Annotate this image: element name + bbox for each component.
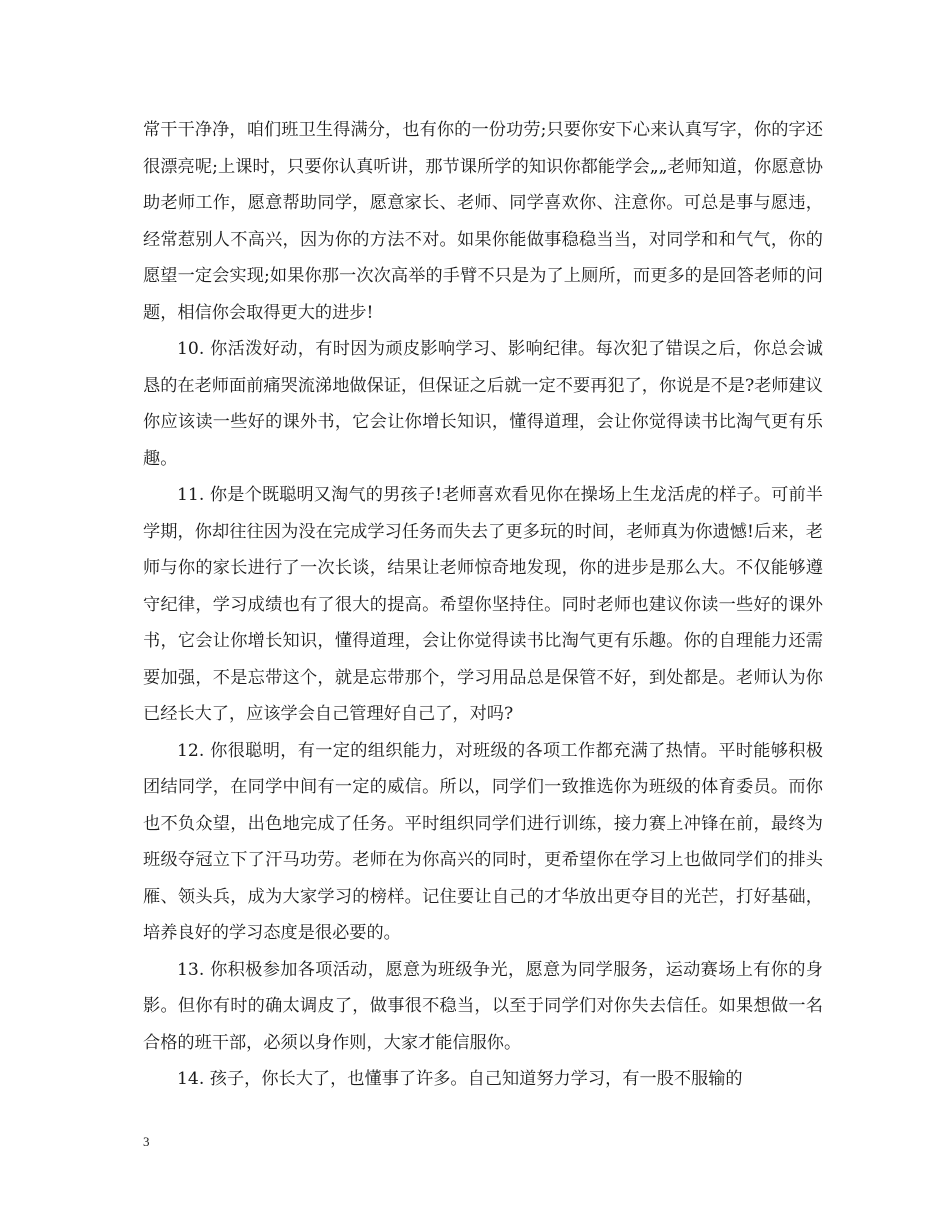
paragraph-13: 13. 你积极参加各项活动，愿意为班级争光，愿意为同学服务，运动赛场上有你的身影。但你有时的确太调皮了，做事很不稳当，以至于同学们对你失去信任。如果想做一名合格的班干部，必须以身作则，大家才能信服你。 — [143, 959, 823, 1053]
paragraph-10: 10. 你活泼好动，有时因为顽皮影响学习、影响纪律。每次犯了错误之后，你总会诚恳的在老师面前痛哭流涕地做保证，但保证之后就一定不要再犯了，你说是不是?老师建议你应该读一些好的课外书，它会让你增长知识，懂得道理，会让你觉得读书比淘气更有乐趣。 — [143, 339, 823, 469]
paragraph-continued: 常干干净净，咱们班卫生得满分，也有你的一份功劳;只要你安下心来认真写字，你的字还很漂亮呢;上课时，只要你认真听讲，那节课所学的知识你都能学会„„老师知道，你愿意协助老师工作，愿意帮助同学，愿意家长、老师、同学喜欢你、注意你。可总是事与愿违，经常惹别人不高兴，因为你的方法不对。如果你能做事稳稳当当，对同学和和气气，你的愿望一定会实现;如果你那一次次高举的手臂不只是为了上厕所，而更多的是回答老师的问题，相信你会取得更大的进步! — [143, 120, 823, 323]
text-body — [143, 112, 823, 1098]
paragraph-14: 14. 孩子，你长大了，也懂事了许多。自己知道努力学习，有一股不服输的 — [177, 1069, 743, 1089]
paragraph-11: 11. 你是个既聪明又淘气的男孩子!老师喜欢看见你在操场上生龙活虎的样子。可前半学期，你却往往因为没在完成学习任务而失去了更多玩的时间，老师真为你遗憾!后来，老师与你的家长进行了一次长谈，结果让老师惊奇地发现，你的进步是那么大。不仅能够遵守纪律，学习成绩也有了很大的提高。希望你坚持住。同时老师也建议你读一些好的课外书，它会让你增长知识，懂得道理，会让你觉得读书比淘气更有乐趣。你的自理能力还需要加强，不是忘带这个，就是忘带那个，学习用品总是保管不好，到处都是。老师认为你已经长大了，应该学会自己管理好自己了，对吗? — [143, 485, 823, 724]
paragraph-12: 12. 你很聪明，有一定的组织能力，对班级的各项工作都充满了热情。平时能够积极团结同学，在同学中间有一定的威信。所以，同学们一致推选你为班级的体育委员。而你也不负众望，出色地完成了任务。平时组织同学们进行训练，接力赛上冲锋在前，最终为班级夺冠立下了汗马功劳。老师在为你高兴的同时，更希望你在学习上也做同学们的排头雁、领头兵，成为大家学习的榜样。记住要让自己的才华放出更夺目的光芒，打好基础，培养良好的学习态度是很必要的。 — [143, 740, 823, 943]
page-number: 3 — [143, 1134, 150, 1149]
